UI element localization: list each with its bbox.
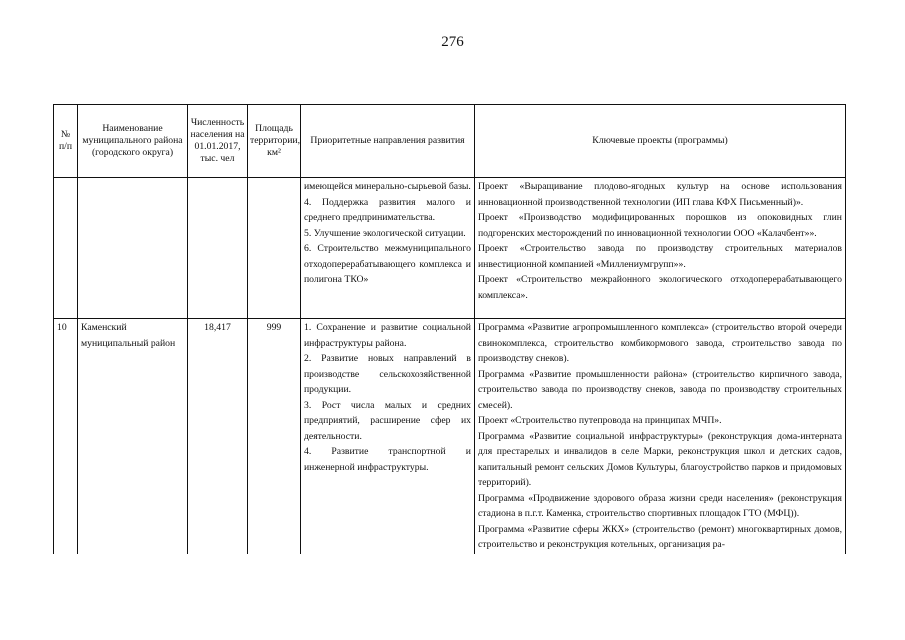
regions-table xyxy=(53,104,846,554)
direction-item: 6. Строительство межмуниципального отходоперерабатывающего комплекса и полигона ТКО» xyxy=(304,243,471,285)
header-num: № п/п xyxy=(54,105,78,178)
row-area: 999 xyxy=(248,319,301,554)
row-population: 18,417 xyxy=(188,319,248,554)
row-projects xyxy=(475,178,846,319)
row-num xyxy=(54,178,78,319)
row-name xyxy=(78,178,188,319)
table-row xyxy=(54,178,846,319)
header-name: Наименование муниципального района (городского округа) xyxy=(78,105,188,178)
page-number: 276 xyxy=(441,34,464,50)
direction-item: 4. Поддержка развития малого и среднего предпринимательства. xyxy=(304,196,471,223)
direction-item: 1. Сохранение и развитие социальной инфраструктуры района. xyxy=(304,322,471,349)
project-item: Проект «Строительство межрайонного экологического отходоперерабатывающего комплекса». xyxy=(478,274,842,301)
header-area: Площадь территории, км² xyxy=(248,105,301,178)
header-directions: Приоритетные направления развития xyxy=(301,105,475,178)
project-item: Программа «Продвижение здорового образа жизни среди населения» (реконструкция стадиона в п.г.т. Каменка, строительство спортивных площадок ГТО (МФЦ)). xyxy=(478,492,842,519)
project-item: Проект «Строительство завода по производству строительных материалов инвестиционной компанией «Миллениумгрупп»». xyxy=(478,243,842,270)
project-item: Проект «Строительство путепровода на принципах МЧП». xyxy=(478,415,722,426)
project-item: Программа «Развитие сферы ЖКХ» (строительство (ремонт) многоквартирных домов, строительство и реконструкция котельных, организация ра- xyxy=(478,523,842,550)
project-item: Проект «Выращивание плодово-ягодных культур на основе использования инновационной производственной технологии (ИП глава КФХ Письменный)». xyxy=(478,181,842,208)
project-item: Программа «Развитие агропромышленного комплекса» (строительство второй очереди свинокомплекса, строительство комбикормового завода, строительство завода по производству снеков). xyxy=(478,322,842,364)
direction-item: имеющейся минерально-сырьевой базы. xyxy=(304,181,471,192)
table-row xyxy=(54,319,846,554)
row-population xyxy=(188,178,248,319)
row-projects xyxy=(475,319,846,554)
row-num: 10 xyxy=(54,319,78,554)
header-row xyxy=(54,105,846,178)
project-item: Программа «Развитие социальной инфраструктуры» (реконструкция дома-интерната для престарелых и инвалидов в селе Марки, реконструкция школ и детских садов, капитальный ремонт сельских Домов Культуры, благоустройство парков и придомовых территорий). xyxy=(478,430,842,488)
header-population: Численность населения на 01.01.2017, тыс. чел xyxy=(188,105,248,178)
row-name: Каменский муниципальный район xyxy=(78,319,188,554)
direction-item: 3. Рост числа малых и средних предприятий, расширение сфер их деятельности. xyxy=(304,399,471,442)
row-area xyxy=(248,178,301,319)
project-item: Программа «Развитие промышленности района» (строительство кирпичного завода, строительство завода по производству снеков, завода по производству строительных смесей). xyxy=(478,368,842,411)
header-projects: Ключевые проекты (программы) xyxy=(475,105,846,178)
row-directions xyxy=(301,178,475,319)
direction-item: 5. Улучшение экологической ситуации. xyxy=(304,227,466,239)
project-item: Проект «Производство модифицированных порошков из опоковидных глин подгоренских месторождений по инновационной технологии ООО «Калачбент»». xyxy=(478,212,842,239)
direction-item: 2. Развитие новых направлений в производстве сельскохозяйственной продукции. xyxy=(304,353,471,395)
direction-item: 4. Развитие транспортной и инженерной инфраструктуры. xyxy=(304,446,471,473)
row-directions xyxy=(301,319,475,554)
